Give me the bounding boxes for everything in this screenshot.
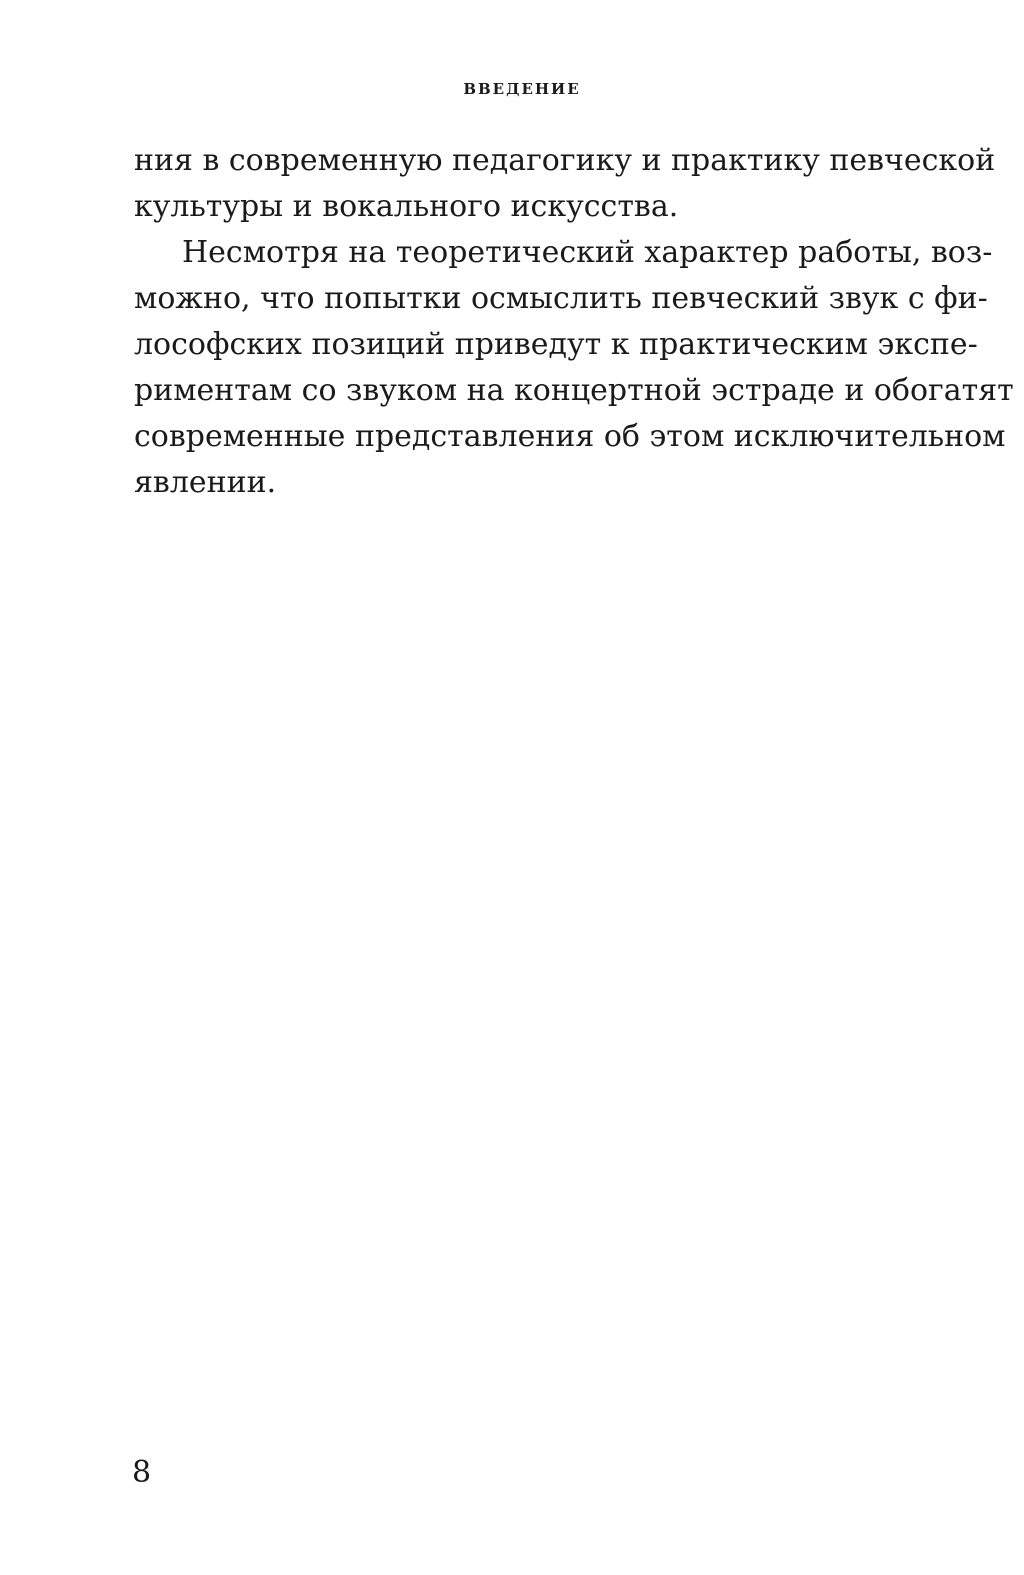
text-line: ния в современную педагогику и практику певческой xyxy=(134,143,996,178)
text-line: лософских позиций приведут к практическим экспе- xyxy=(134,327,978,362)
text-line: можно, что попытки осмыслить певческий звук с фи- xyxy=(134,281,988,316)
running-head: ВВЕДЕНИЕ xyxy=(463,80,581,98)
text-line: риментам со звуком на концертной эстраде и обогатят xyxy=(134,373,1014,408)
text-line: явлении. xyxy=(134,465,277,500)
text-line: культуры и вокального искусства. xyxy=(134,189,679,224)
body-text xyxy=(134,138,1014,506)
page-number: 8 xyxy=(132,1455,152,1490)
text-line: современные представления об этом исключительном xyxy=(134,419,1006,454)
text-line: Несмотря на теоретический характер работы, воз- xyxy=(182,235,993,270)
